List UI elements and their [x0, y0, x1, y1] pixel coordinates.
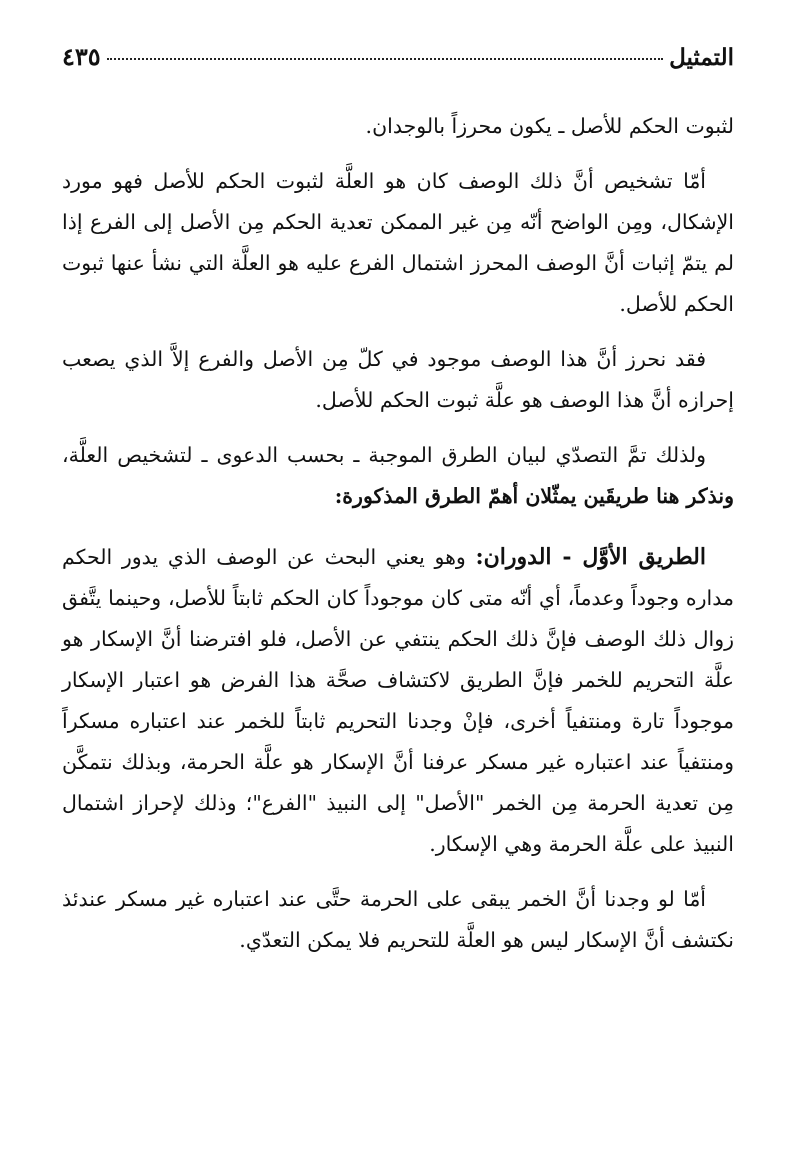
chapter-title: التمثيل [669, 44, 734, 71]
paragraph-3: فقد نحرز أنَّ هذا الوصف موجود في كلّ مِن الأصل والفرع إلاَّ الذي يصعب إحرازه أنَّ هذا الوصف هو علَّة ثبوت الحكم للأصل. [62, 347, 734, 412]
book-page [62, 42, 734, 961]
section-heading-dawaran: الطريق الأوَّل - الدوران: [475, 544, 706, 570]
paragraph-4-text: ولذلك تمَّ التصدّي لبيان الطرق الموجبة ـ بحسب الدعوى ـ لتشخيص العلَّة، [62, 443, 706, 467]
paragraph-1: لثبوت الحكم للأصل ـ يكون محرزاً بالوجدان. [365, 114, 734, 138]
paragraph-4-bold-text: ونذكر هنا طريقَين يمثّلان أهمّ الطرق المذكورة: [334, 484, 734, 508]
running-header [62, 42, 734, 86]
paragraph-5 [62, 537, 734, 865]
paragraph-5-text: وهو يعني البحث عن الوصف الذي يدور الحكم مداره وجوداً وعدماً، أي أنّه متى كان موجوداً كان الحكم ثابتاً للأصل، وحينما يتَّفق زوال ذلك الوصف فإنَّ ذلك الحكم ينتفي عن الأصل، فلو افترضنا أنَّ الإسكار هو علَّة التحريم للخمر فإنَّ الطريق لاكتشاف صحَّة هذا الفرض هو اعتبار الإسكار موجوداً تارة ومنتفياً أخرى، فإنْ وجدنا التحريم ثابتاً للخمر عند اعتباره مسكراً ومنتفياً عند اعتباره غير مسكر عرفنا أنَّ الإسكار هو علَّة الحرمة، وبذلك نتمكَّن مِن تعدية الحرمة مِن الخمر "الأصل" إلى النبيذ "الفرع"؛ وذلك لإحراز اشتمال النبيذ على علَّة الحرمة وهي الإسكار. [62, 545, 734, 856]
page-number: ٤٣٥ [62, 42, 101, 71]
leader-dots [107, 58, 663, 60]
paragraph-4 [62, 435, 734, 517]
paragraph-2: أمّا تشخيص أنَّ ذلك الوصف كان هو العلَّة لثبوت الحكم للأصل فهو مورد الإشكال، ومِن الواضح أنّه مِن غير الممكن تعدية الحكم مِن الأصل إلى الفرع إذا لم يتمّ إثبات أنَّ الوصف المحرز اشتمال الفرع عليه هو العلَّة التي نشأ عنها ثبوت الحكم للأصل. [62, 169, 734, 316]
paragraph-6: أمّا لو وجدنا أنَّ الخمر يبقى على الحرمة حتَّى عند اعتباره غير مسكر عندئذ نكتشف أنَّ الإسكار ليس هو العلَّة للتحريم فلا يمكن التعدّي. [62, 887, 734, 952]
